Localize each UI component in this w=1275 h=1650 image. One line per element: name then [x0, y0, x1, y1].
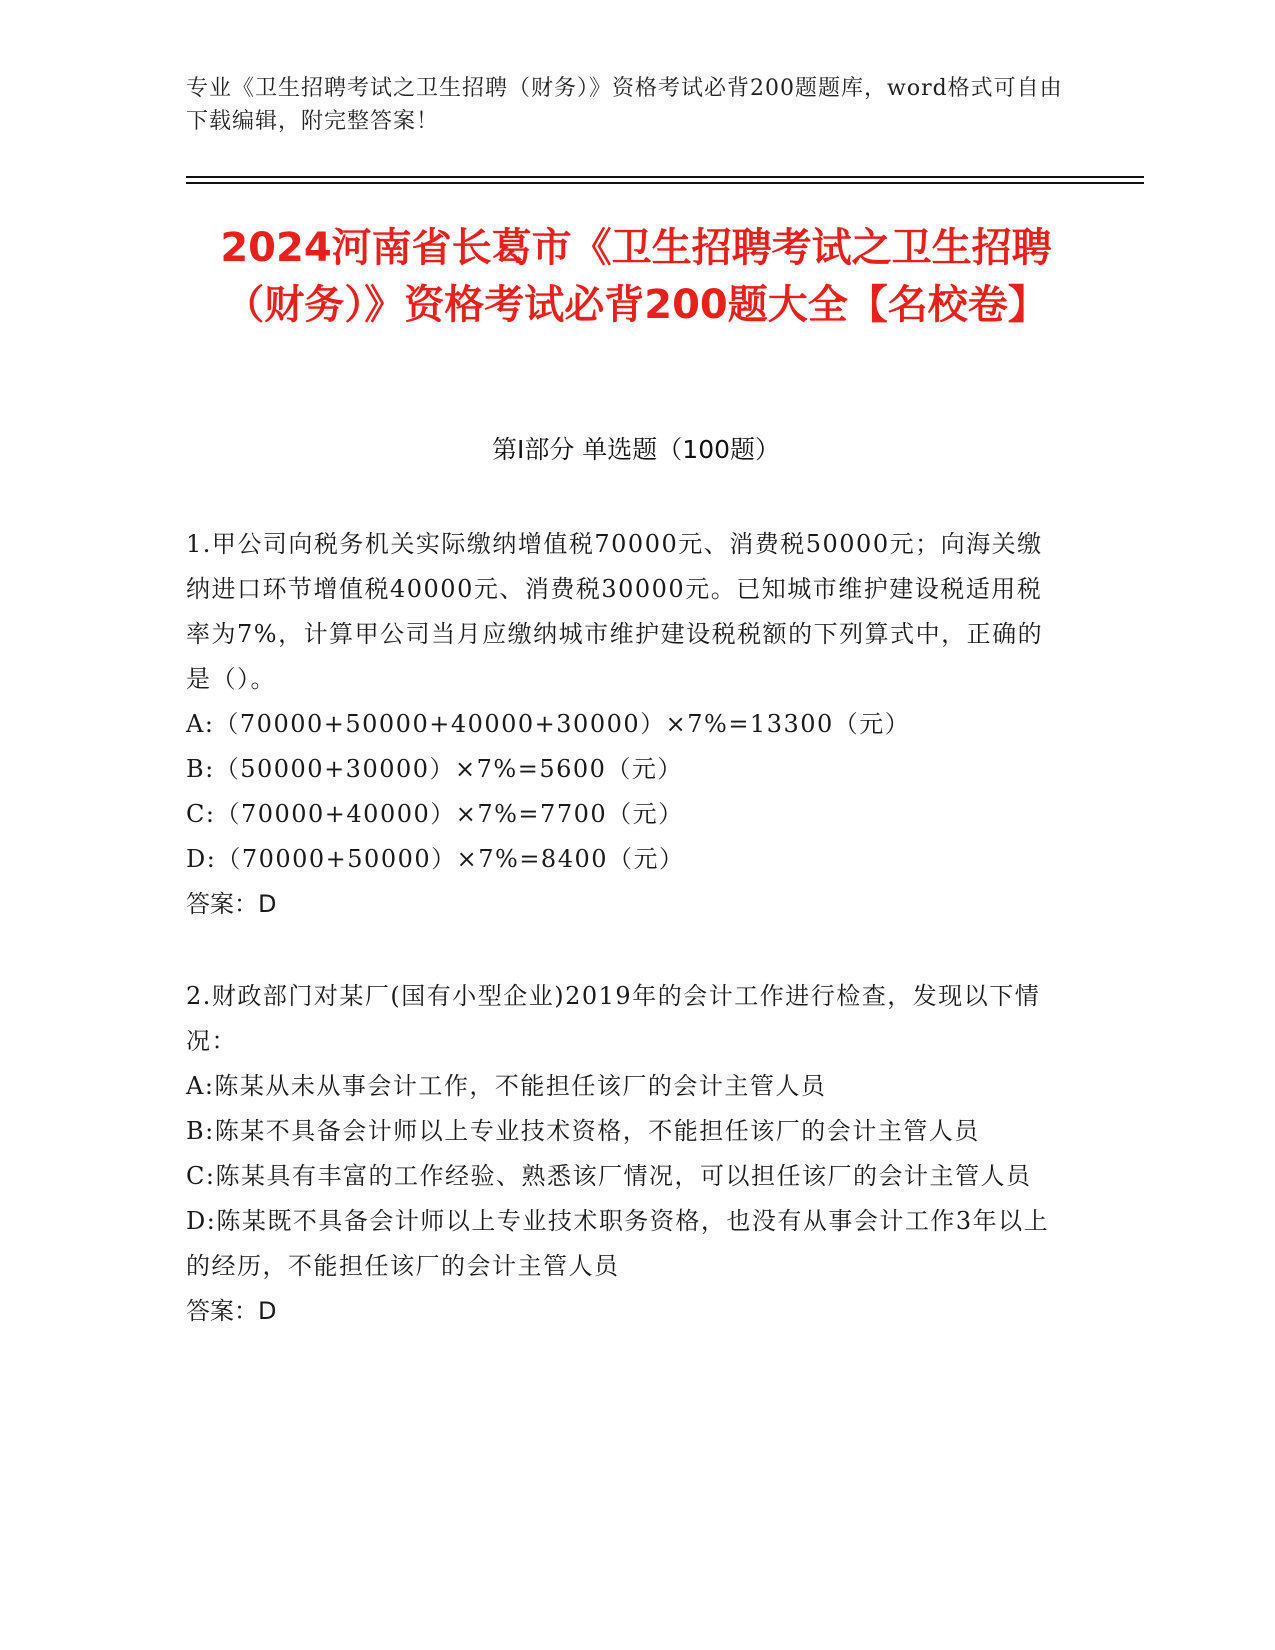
answer-line: 答案：D [186, 890, 277, 918]
option-b: B:（50000+30000）×7%=5600（元） [186, 755, 683, 783]
option-b: B:陈某不具备会计师以上专业技术资格，不能担任该厂的会计主管人员 [186, 1117, 980, 1145]
document-title: 2024河南省长葛市《卫生招聘考试之卫生招聘（财务）》资格考试必背200题大全【名校卷】 [220, 225, 1052, 328]
option-a: A:（70000+50000+40000+30000）×7%=13300（元） [186, 710, 911, 738]
option-c: C:陈某具有丰富的工作经验、熟悉该厂情况，可以担任该厂的会计主管人员 [186, 1162, 1032, 1190]
question-item [186, 974, 1066, 1334]
question-stem: 2.财政部门对某厂(国有小型企业)2019年的会计工作进行检查，发现以下情况： [186, 982, 1041, 1055]
answer-line: 答案：D [186, 1297, 277, 1325]
section-heading: 第I部分 单选题（100题） [491, 435, 781, 464]
question-item [186, 522, 1066, 927]
option-a: A:陈某从未从事会计工作，不能担任该厂的会计主管人员 [186, 1072, 827, 1100]
option-d: D:陈某既不具备会计师以上专业技术职务资格，也没有从事会计工作3年以上的经历，不能担任该厂的会计主管人员 [186, 1207, 1050, 1280]
option-c: C:（70000+40000）×7%=7700（元） [186, 800, 684, 828]
question-stem: 1.甲公司向税务机关实际缴纳增值税70000元、消费税50000元；向海关缴纳进口环节增值税40000元、消费税30000元。已知城市维护建设税适用税率为7%，计算甲公司当月应缴纳城市维护建设税税额的下列算式中，正确的是（）。 [186, 530, 1044, 693]
header-rule-top [186, 176, 1144, 178]
header-rule-bottom [186, 182, 1144, 184]
header-note: 专业《卫生招聘考试之卫生招聘（财务）》资格考试必背200题题库，word格式可自由下载编辑，附完整答案！ [186, 76, 1063, 134]
option-d: D:（70000+50000）×7%=8400（元） [186, 845, 685, 873]
